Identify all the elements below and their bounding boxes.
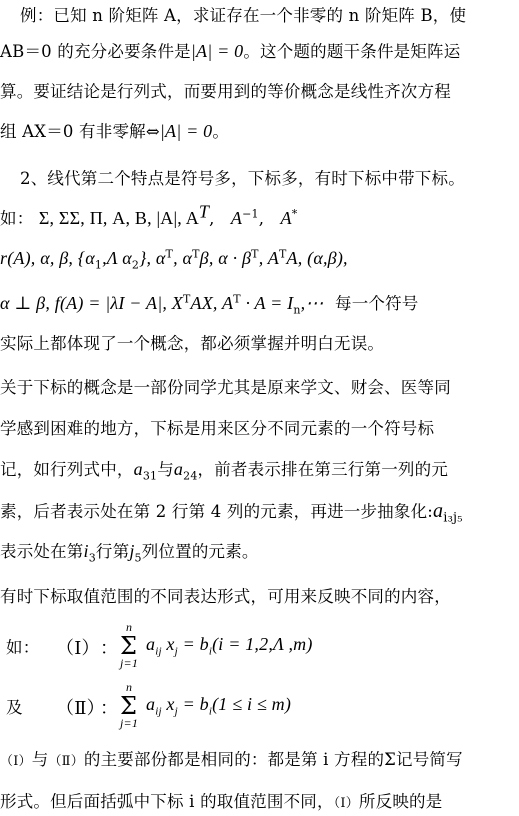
- equation-part: x: [161, 634, 175, 654]
- matrix-symbol: A: [280, 208, 292, 228]
- roman-label: （Ⅰ）: [333, 795, 359, 810]
- math-text: · A = I: [240, 293, 294, 313]
- subscript: i: [208, 645, 213, 658]
- math-text: }, α: [139, 248, 166, 268]
- equation-line: [0, 682, 519, 732]
- subscript: ij: [155, 645, 162, 658]
- text: 素，后者表示处在第 2 行第 4 列的元素，再进一步抽象化:: [0, 502, 434, 521]
- summation-sign: [120, 620, 142, 670]
- index-symbol: j: [129, 541, 135, 561]
- sigma: Σ: [120, 632, 138, 660]
- summation-sign: [120, 680, 142, 730]
- subscript: i: [208, 705, 213, 718]
- paragraph-line: [0, 538, 519, 565]
- equation-part: = b: [177, 694, 209, 714]
- subscript: 1: [94, 258, 103, 272]
- text: 关于下标的概念是一部份同学尤其是原来学文、财会、医等同: [0, 378, 451, 397]
- equation: [146, 634, 313, 658]
- text: 2、线代第二个特点是符号多，下标多，有时下标中带下标。: [20, 169, 465, 188]
- subscript: j: [174, 645, 178, 658]
- equation-part: (1 ≤ i ≤ m): [212, 694, 292, 714]
- paragraph-line: [0, 38, 519, 62]
- text: 如：: [6, 638, 40, 657]
- text: 每一个符号: [335, 294, 419, 313]
- paragraph-line: [0, 118, 519, 142]
- text: 例：已知 n 阶矩阵 A，求证存在一个非零的 n 阶矩阵 B，使: [20, 6, 467, 25]
- math-text: β, α · β: [199, 248, 252, 268]
- sum-lower: j=1: [120, 656, 139, 670]
- equation-part: (i = 1,2,Λ ,m): [212, 634, 313, 654]
- text: 的主要部份都是相同的：都是第 i 方程的Σ记号简写: [83, 750, 463, 769]
- text: 形式。但后面括弧中下标 i 的取值范围不同，: [0, 792, 334, 811]
- subscript: 31: [142, 469, 158, 483]
- math-text: A, (α,β),: [286, 248, 348, 268]
- superscript: T: [198, 201, 210, 222]
- subscript: 2: [131, 258, 140, 272]
- subscript: 5: [134, 551, 142, 565]
- text: 与: [31, 750, 49, 769]
- superscript: T: [251, 247, 259, 261]
- element-symbol: a: [433, 500, 444, 522]
- superscript: T: [278, 247, 287, 261]
- sum-lower: j=1: [120, 716, 139, 730]
- text: 有时下标取值范围的不同表达形式，可用来反映不同的内容，: [0, 587, 451, 606]
- matrix-symbol: A: [230, 208, 243, 228]
- paragraph-line: [0, 374, 519, 398]
- math-text: ,⋯: [300, 293, 324, 313]
- roman-label: （Ⅱ）: [48, 753, 84, 768]
- index-symbol: i: [83, 541, 89, 561]
- paragraph-line: [0, 746, 519, 770]
- text: ：: [100, 638, 119, 658]
- subscript: i₃j₅: [443, 510, 463, 526]
- paragraph-line: [0, 456, 519, 483]
- text: 行第: [95, 542, 130, 561]
- math-text: ,Λ α: [102, 248, 132, 268]
- symbol-list-line: [0, 247, 519, 272]
- paragraph-line: [0, 583, 519, 607]
- text: AB＝0 的充分必要条件是: [0, 42, 191, 61]
- text: 记，如行列式中，: [0, 460, 134, 479]
- math-text: AX, A: [190, 293, 234, 313]
- paragraph-line: [0, 788, 519, 812]
- sum-upper: n: [126, 680, 133, 694]
- superscript: T: [182, 292, 191, 306]
- paragraph-line: [0, 498, 519, 526]
- determinant-expression: |A| = 0: [159, 121, 213, 141]
- text: 表示处在第: [0, 542, 84, 561]
- symbol-list-line: [0, 290, 519, 317]
- subscript: n: [293, 303, 301, 317]
- text: ：: [100, 698, 119, 718]
- sigma: Σ: [120, 692, 138, 720]
- math-text: α ⊥ β, f(A) = |λI − A|, X: [0, 293, 183, 313]
- subscript: ij: [155, 705, 162, 718]
- text: 算。要证结论是行列式，而要用到的等价概念是线性齐次方程: [0, 82, 451, 101]
- math-text: , α: [173, 248, 193, 268]
- equation-part: = b: [177, 634, 209, 654]
- paragraph-line: [0, 165, 519, 189]
- superscript: T: [192, 247, 200, 261]
- sum-upper: n: [126, 620, 133, 634]
- superscript: *: [291, 207, 298, 221]
- equation: [146, 694, 292, 718]
- text: 。这个题的题干条件是矩阵运: [243, 42, 461, 61]
- roman-label: （Ⅱ）: [56, 698, 105, 718]
- element-symbol: a: [173, 459, 184, 479]
- symbol-list-line: 如： Σ, ΣΣ, Π, A, B, |A|, $A^T$, $A^{-1}$, A*: [0, 201, 298, 228]
- roman-label: （Ⅰ）: [0, 753, 32, 768]
- text: 。: [212, 122, 230, 141]
- text: 实际上都体现了一个概念，都必须掌握并明白无误。: [0, 334, 385, 353]
- text: 所反映的是: [358, 792, 443, 811]
- subscript: 3: [88, 551, 96, 565]
- text: 及: [6, 698, 23, 717]
- text: 如：: [0, 209, 34, 228]
- subscript: j: [174, 705, 178, 718]
- superscript: −1: [242, 207, 259, 221]
- equation-part: a: [146, 634, 156, 654]
- math-text: , A: [258, 248, 279, 268]
- roman-label: （Ⅰ）: [56, 638, 100, 658]
- equation-part: x: [161, 694, 175, 714]
- text: 与: [157, 460, 174, 479]
- superscript: T: [165, 247, 174, 261]
- text: ，前者表示排在第三行第一列的元: [197, 460, 449, 479]
- paragraph-line: [0, 78, 519, 102]
- determinant-expression: |A| = 0: [190, 41, 244, 61]
- text: 列位置的元素。: [141, 542, 259, 561]
- paragraph-line: [0, 415, 519, 439]
- text: 组 AX＝0 有非零解⇔: [0, 122, 160, 141]
- equation-part: a: [146, 694, 156, 714]
- superscript: T: [233, 292, 241, 306]
- equation-line: [0, 622, 519, 672]
- paragraph-line: [0, 2, 519, 26]
- math-text: r(A), α, β, {α: [0, 248, 95, 268]
- paragraph-line: [0, 330, 519, 354]
- subscript: 24: [183, 469, 198, 483]
- symbol-list: Σ, ΣΣ, Π, A, B, |A|, A: [38, 208, 199, 228]
- text: 学感到困难的地方，下标是用来区分不同元素的一个符号标: [0, 419, 435, 438]
- element-symbol: a: [133, 459, 143, 479]
